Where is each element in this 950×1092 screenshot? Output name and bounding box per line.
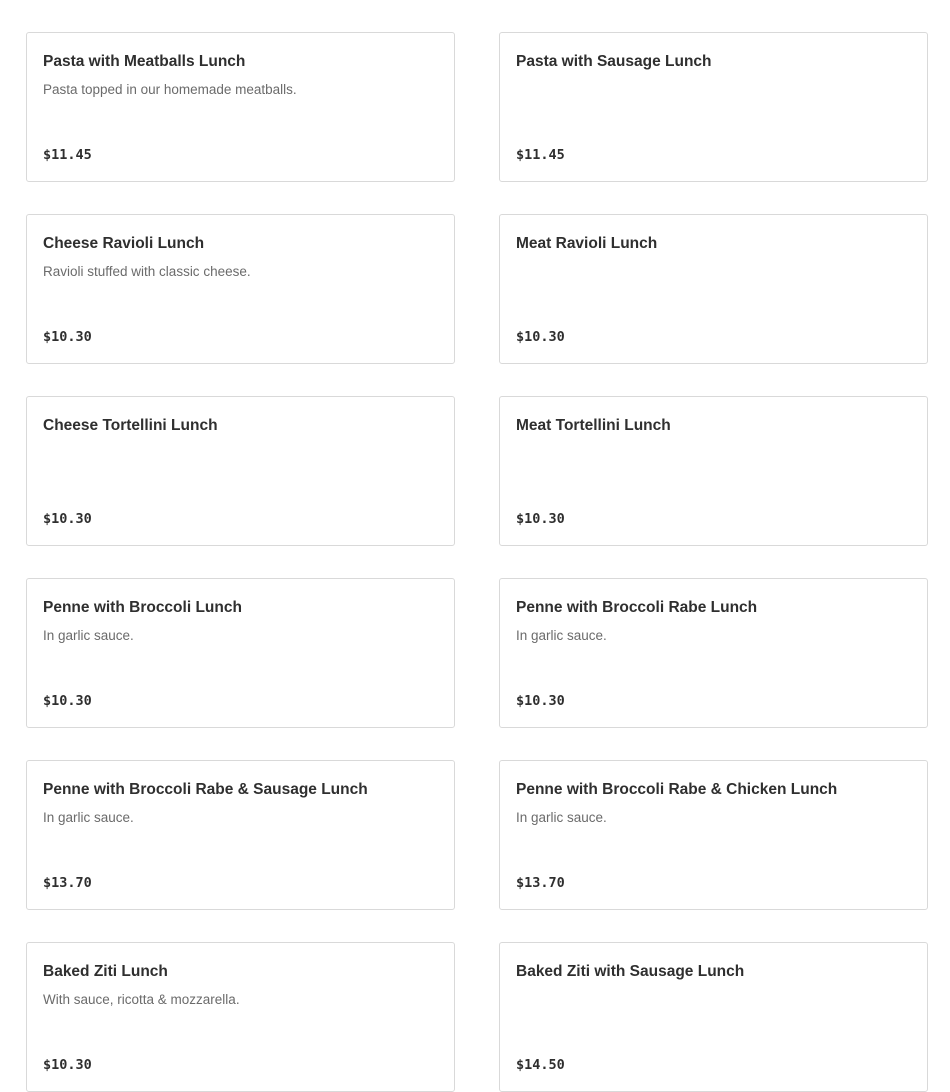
menu-item-name: Baked Ziti with Sausage Lunch: [516, 963, 745, 980]
menu-item-price: $10.30: [516, 329, 565, 345]
menu-item-name: Pasta with Sausage Lunch: [516, 53, 712, 70]
menu-item-price: $11.45: [516, 147, 565, 163]
menu-item-price: $13.70: [516, 875, 565, 891]
menu-item-price: $10.30: [43, 329, 92, 345]
menu-item-card[interactable]: [499, 760, 928, 910]
menu-item-price: $13.70: [43, 875, 92, 891]
menu-item-card[interactable]: [26, 396, 455, 546]
menu-item-description: In garlic sauce.: [516, 810, 607, 825]
menu-item-description: In garlic sauce.: [43, 810, 134, 825]
menu-item-name: Penne with Broccoli Rabe & Chicken Lunch: [516, 781, 838, 798]
menu-item-price: $10.30: [43, 511, 92, 527]
menu-item-name: Pasta with Meatballs Lunch: [43, 53, 246, 70]
menu-item-name: Cheese Tortellini Lunch: [43, 417, 218, 434]
menu-item-name: Cheese Ravioli Lunch: [43, 235, 205, 252]
menu-item-description: With sauce, ricotta & mozzarella.: [43, 992, 240, 1007]
menu-item-card[interactable]: [26, 578, 455, 728]
menu-item-price: $10.30: [516, 511, 565, 527]
menu-item-card[interactable]: [499, 578, 928, 728]
menu-item-card[interactable]: [26, 942, 455, 1092]
menu-item-card[interactable]: [26, 214, 455, 364]
menu-item-card[interactable]: [499, 942, 928, 1092]
menu-item-price: $10.30: [43, 1057, 92, 1073]
menu-item-name: Baked Ziti Lunch: [43, 963, 168, 980]
menu-item-price: $10.30: [516, 693, 565, 709]
menu-item-description: In garlic sauce.: [43, 628, 134, 643]
menu-item-description: Ravioli stuffed with classic cheese.: [43, 264, 251, 279]
menu-item-card[interactable]: [499, 214, 928, 364]
menu-grid: [26, 0, 928, 1092]
menu-item-price: $11.45: [43, 147, 92, 163]
menu-item-name: Penne with Broccoli Rabe & Sausage Lunch: [43, 781, 368, 798]
menu-item-name: Meat Ravioli Lunch: [516, 235, 658, 252]
menu-item-card[interactable]: [499, 32, 928, 182]
menu-item-card[interactable]: [26, 760, 455, 910]
menu-item-card[interactable]: [26, 32, 455, 182]
menu-item-price: $10.30: [43, 693, 92, 709]
menu-item-price: $14.50: [516, 1057, 565, 1073]
menu-item-card[interactable]: [499, 396, 928, 546]
menu-item-name: Penne with Broccoli Rabe Lunch: [516, 599, 758, 616]
menu-item-name: Penne with Broccoli Lunch: [43, 599, 242, 616]
menu-item-name: Meat Tortellini Lunch: [516, 417, 671, 434]
menu-item-description: Pasta topped in our homemade meatballs.: [43, 82, 297, 97]
menu-item-description: In garlic sauce.: [516, 628, 607, 643]
